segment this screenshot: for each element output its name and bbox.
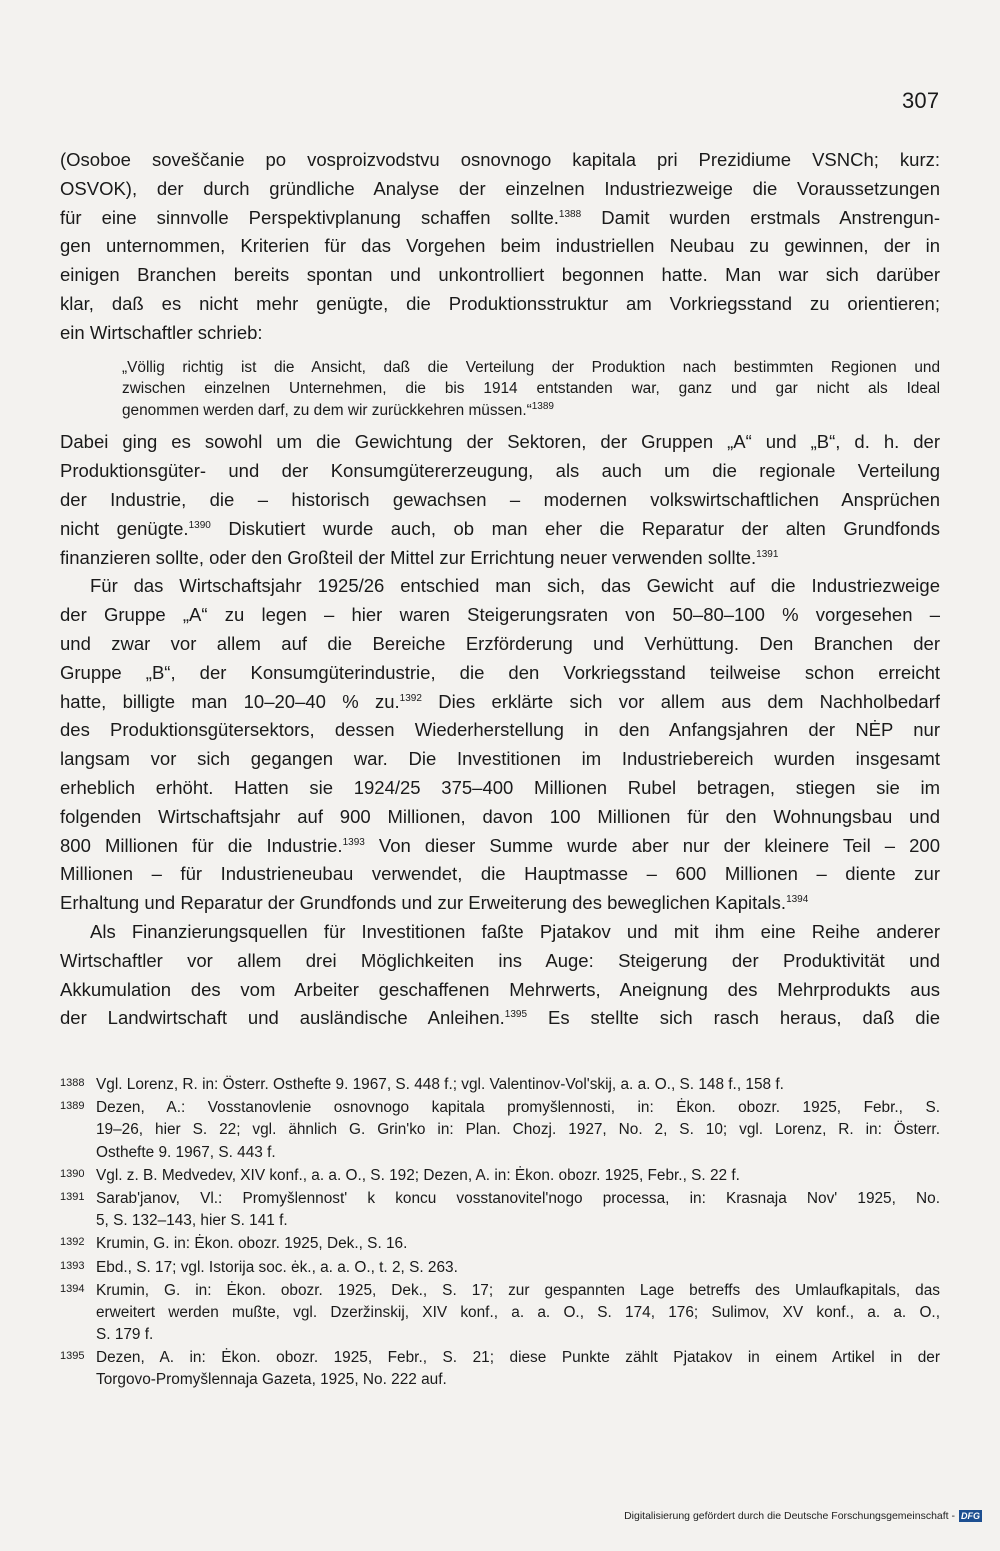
- digitization-credit: [624, 1510, 982, 1522]
- footnote-ref[interactable]: 1390: [188, 519, 211, 531]
- text-line: OSVOK), der durch gründliche Analyse der einzelnen Industriezweige die Voraussetzungen: [60, 177, 940, 199]
- footnote: [60, 1165, 940, 1187]
- quote-line: zwischen einzelnen Unternehmen, die bis 1914 entstanden war, ganz und gar nicht als Ideal: [122, 380, 940, 398]
- text-line: der Industrie, die – historisch gewachsen – modernen volkswirtschaftlichen Ansprüchen: [60, 488, 940, 510]
- text-span: Damit wurden erstmals Anstrengun-: [581, 206, 940, 228]
- text-span: für eine sinnvolle Perspektivplanung schaffen sollte.: [60, 206, 559, 228]
- footnote-number: 1391: [60, 1190, 85, 1203]
- text-line: Produktionsgüter- und der Konsumgütererzeugung, als auch um die regionale Verteilung: [60, 460, 940, 482]
- text-line: klar, daß es nicht mehr genügte, die Produktionsstruktur am Vorkriegsstand zu orientieren;: [60, 292, 940, 314]
- text-line: Wirtschaftler vor allem drei Möglichkeiten ins Auge: Steigerung der Produktivität und: [60, 949, 940, 971]
- text-span: finanzieren sollte, oder den Großteil der Mittel zur Errichtung neuer verwenden sollte.: [60, 546, 757, 568]
- footnote-ref[interactable]: 1389: [531, 400, 554, 412]
- paragraph-3: [60, 572, 940, 918]
- text-span: genommen werden darf, zu dem wir zurückkehren müssen.“: [122, 401, 532, 419]
- text-line: einigen Branchen bereits spontan und unkontrolliert begonnen hatte. Man war sich darüber: [60, 264, 940, 286]
- dfg-logo-icon: DFG: [961, 1511, 980, 1521]
- text-span: Diskutiert wurde auch, ob man eher die Reparatur der alten Grundfonds: [210, 517, 940, 539]
- text-line: [60, 832, 940, 861]
- footnote: [60, 1233, 940, 1255]
- footnote-line: Torgovo-Promyšlennaja Gazeta, 1925, No. 222 auf.: [96, 1371, 447, 1389]
- footnote-ref[interactable]: 1391: [756, 548, 779, 560]
- paragraph-1: [60, 146, 940, 348]
- footnote-line: Vgl. z. B. Medvedev, XIV konf., a. a. O., S. 192; Dezen, A. in: Ėkon. obozr. 1925, Febr., S. 22 f.: [96, 1166, 740, 1184]
- text-line: [60, 515, 940, 544]
- credit-text: Digitalisierung gefördert durch die Deutsche Forschungsgemeinschaft -: [624, 1510, 955, 1522]
- text-line: Als Finanzierungsquellen für Investitionen faßte Pjatakov und mit ihm eine Reihe anderer: [90, 920, 940, 942]
- footnote-line: 5, S. 132–143, hier S. 141 f.: [96, 1212, 288, 1230]
- text-line: ein Wirtschaftler schrieb:: [60, 321, 263, 343]
- footnote-number: 1388: [60, 1077, 85, 1089]
- footnote-line: erweitert werden mußte, vgl. Dzeržinskij, XIV konf., a. a. O., S. 174, 176; Sulimov, XV konf., a. a. O.,: [96, 1303, 940, 1321]
- text-span: der Landwirtschaft und ausländische Anleihen.: [60, 1007, 505, 1029]
- footnote-line: Ebd., S. 17; vgl. Istorija soc. ėk., a. a. O., t. 2, S. 263.: [96, 1258, 458, 1276]
- footnote-number: 1393: [60, 1259, 85, 1272]
- footnote-number: 1390: [60, 1167, 85, 1180]
- footnote: [60, 1347, 940, 1391]
- paragraph-2: [60, 428, 940, 572]
- body-text: [60, 146, 940, 1033]
- text-line: Gruppe „B“, der Konsumgüterindustrie, die den Vorkriegsstand teilweise schon erreicht: [60, 661, 940, 683]
- footnote-line: Vgl. Lorenz, R. in: Österr. Osthefte 9. 1967, S. 448 f.; vgl. Valentinov-Vol'skij, a. a. O., S. 148 f., 158 f.: [96, 1076, 784, 1093]
- footnote-ref[interactable]: 1395: [504, 1009, 528, 1021]
- text-line: langsam vor sich gegangen war. Die Investitionen im Industriebereich wurden insgesamt: [60, 748, 940, 770]
- text-span: nicht genügte.: [60, 517, 189, 539]
- text-line: [60, 1004, 940, 1033]
- paragraph-4: [60, 918, 940, 1033]
- footnote-line: Dezen, A.: Vosstanovlenie osnovnogo kapitala promyšlennosti, in: Ėkon. obozr. 1925, Febr., S.: [96, 1099, 940, 1117]
- page-number: 307: [902, 88, 940, 113]
- text-span: hatte, billigte man 10–20–40 % zu.: [60, 690, 400, 712]
- quote-line: „Völlig richtig ist die Ansicht, daß die Verteilung der Produktion nach bestimmten Regionen und: [122, 358, 940, 376]
- quote-line: [122, 400, 940, 422]
- text-line: [60, 544, 940, 573]
- text-span: Dies erklärte sich vor allem aus dem Nachholbedarf: [421, 690, 940, 712]
- text-line: Millionen – für Industrieneubau verwendet, die Hauptmasse – 600 Millionen – diente zur: [60, 863, 940, 885]
- text-span: 800 Millionen für die Industrie.: [60, 834, 343, 856]
- footnote-line: Osthefte 9. 1967, S. 443 f.: [96, 1143, 276, 1161]
- text-line: erheblich erhöht. Hatten sie 1924/25 375–400 Millionen Rubel betragen, stiegen sie im: [60, 776, 940, 798]
- text-line: (Osoboe soveščanie po vosproizvodstvu osnovnogo kapitala pri Prezidiume VSNCh; kurz:: [60, 149, 940, 170]
- text-line: Akkumulation des vom Arbeiter geschaffenen Mehrwerts, Aneignung des Mehrprodukts aus: [60, 978, 940, 1000]
- footnotes: [60, 1074, 940, 1393]
- footnote-number: 1392: [60, 1236, 85, 1249]
- footnote-line: Sarab'janov, Vl.: Promyšlennost' k koncu vosstanovitel'nogo processa, in: Krasnaja Nov' 1925, No.: [96, 1189, 940, 1207]
- footnote-line: Krumin, G. in: Ėkon. obozr. 1925, Dek., S. 17; zur gespannten Lage betreffs des Umlaufkapitals, das: [96, 1281, 940, 1299]
- footnote-ref[interactable]: 1394: [786, 893, 809, 905]
- block-quote: [122, 357, 940, 422]
- text-line: des Produktionsgütersektors, dessen Wiederherstellung in den Anfangsjahren der NĖP nur: [60, 719, 940, 741]
- text-line: Für das Wirtschaftsjahr 1925/26 entschied man sich, das Gewicht auf die Industriezweige: [90, 575, 940, 597]
- footnote-number: 1394: [60, 1282, 85, 1295]
- footnote: [60, 1074, 940, 1096]
- footnote-line: 19–26, hier S. 22; vgl. ähnlich G. Grin'ko in: Plan. Chozj. 1927, No. 2, S. 10; vgl. Lorenz, R. in: Österr.: [96, 1121, 940, 1139]
- text-line: [60, 889, 940, 918]
- text-line: folgenden Wirtschaftsjahr auf 900 Millionen, davon 100 Millionen für den Wohnungsbau und: [60, 805, 940, 827]
- footnote: [60, 1280, 940, 1347]
- footnote: [60, 1097, 940, 1164]
- footnote-line: Dezen, A. in: Ėkon. obozr. 1925, Febr., S. 21; diese Punkte zählt Pjatakov in einem Artikel in der: [96, 1349, 940, 1367]
- text-line: und zwar vor allem auf die Bereiche Erzförderung und Verhüttung. Den Branchen der: [60, 632, 940, 654]
- footnote: [60, 1257, 940, 1279]
- text-span: Es stellte sich rasch heraus, daß die: [527, 1007, 940, 1029]
- text-line: gen unternommen, Kriterien für das Vorgehen beim industriellen Neubau zu gewinnen, der in: [60, 235, 940, 257]
- text-span: Von dieser Summe wurde aber nur der kleinere Teil – 200: [364, 834, 940, 856]
- footnote-ref[interactable]: 1392: [399, 692, 422, 704]
- footnote-number: 1395: [60, 1350, 85, 1363]
- text-span: Erhaltung und Reparatur der Grundfonds und zur Erweiterung des beweglichen Kapitals.: [60, 892, 787, 914]
- footnote-ref[interactable]: 1393: [342, 836, 365, 848]
- text-line: Dabei ging es sowohl um die Gewichtung der Sektoren, der Gruppen „A“ und „B“, d. h. der: [60, 431, 940, 453]
- footnote: [60, 1188, 940, 1232]
- text-line: [60, 204, 940, 233]
- footnote-line: Krumin, G. in: Ėkon. obozr. 1925, Dek., S. 16.: [96, 1235, 408, 1253]
- text-line: [60, 688, 940, 717]
- text-line: der Gruppe „A“ zu legen – hier waren Steigerungsraten von 50–80–100 % vorgesehen –: [60, 604, 940, 626]
- footnote-ref[interactable]: 1388: [558, 208, 582, 220]
- footnote-number: 1389: [60, 1100, 85, 1113]
- footnote-line: S. 179 f.: [96, 1326, 154, 1344]
